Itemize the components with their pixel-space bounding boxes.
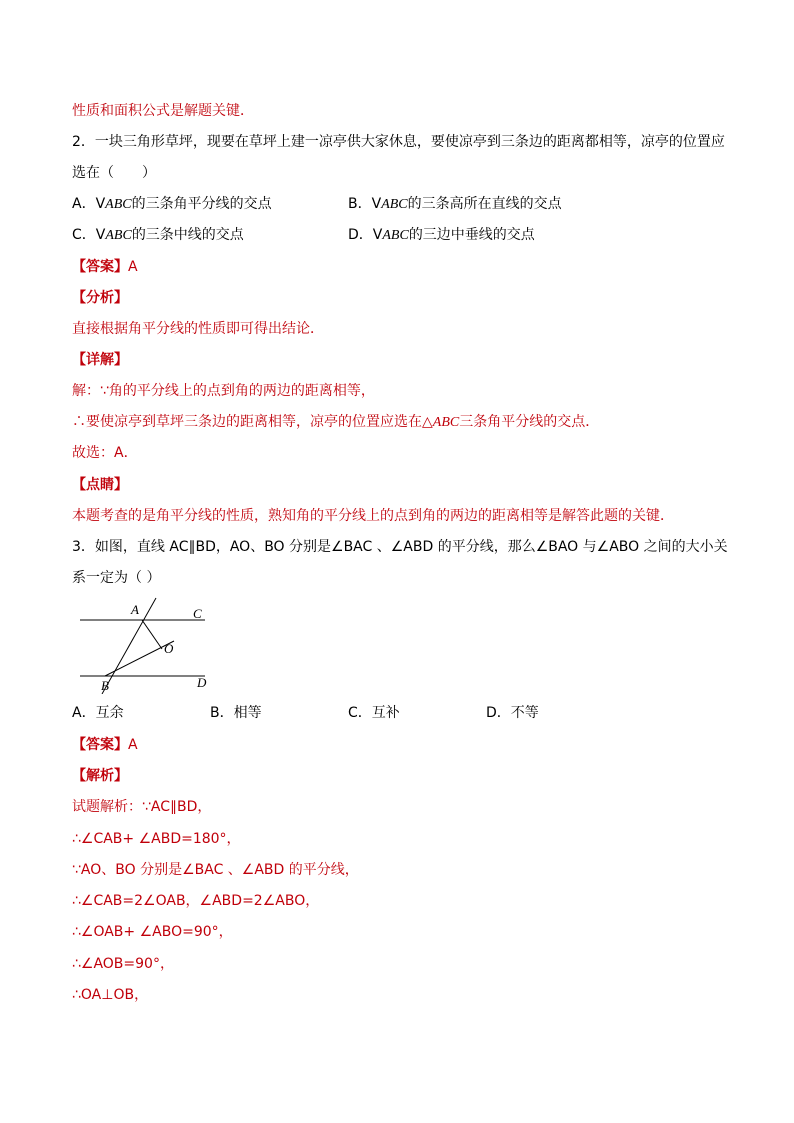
- q2-analysis: 直接根据角平分线的性质即可得出结论．: [72, 321, 324, 337]
- label-c: C: [193, 606, 202, 621]
- q3-option-d: [486, 703, 539, 723]
- answer-tag: 【答案】: [72, 737, 128, 753]
- option-letter: A．: [72, 196, 96, 212]
- q2-option-d: [348, 225, 535, 246]
- triangle-abc: ABC: [382, 228, 409, 243]
- option-letter: A．: [72, 705, 96, 721]
- q3-solution-line5: ∴∠OAB+ ∠ABO=90°，: [72, 924, 233, 940]
- option-text: 不等: [510, 705, 539, 721]
- option-letter: B．: [210, 705, 234, 721]
- q3-solution-line6: ∴∠AOB=90°，: [72, 956, 174, 972]
- option-text: 的三条高所在直线的交点: [407, 196, 562, 212]
- top-note: 性质和面积公式是解题关键．: [72, 103, 254, 119]
- segment-ao: [142, 620, 162, 649]
- q3-solution-line4: ∴∠CAB=2∠OAB，∠ABD=2∠ABO，: [72, 893, 320, 909]
- q2-detail-line1: 解：∵角的平分线上的点到角的两边的距离相等，: [72, 383, 375, 399]
- q3-answer: [72, 735, 138, 755]
- transversal-ab: [102, 598, 156, 694]
- q3-option-a: [72, 703, 124, 723]
- triangle-abc: ABC: [105, 228, 132, 243]
- detail-text-end: 三条角平分线的交点．: [459, 414, 600, 430]
- q2-stem-line1: 2．一块三角形草坪，现要在草坪上建一凉亭供大家休息，要使凉亭到三条边的距离都相等，凉亭的位置应: [72, 134, 725, 150]
- label-a: A: [131, 602, 139, 617]
- q3-option-c: [348, 703, 400, 723]
- q2-stem-line2: 选在（ ）: [72, 165, 156, 181]
- label-b: B: [101, 678, 109, 693]
- q2-comment-tag: 【点睛】: [72, 477, 128, 493]
- q3-stem-line1: 3．如图，直线 AC∥BD，AO、BO 分别是∠BAC 、∠ABD 的平分线，那么∠BAO 与∠ABO 之间的大小关: [72, 539, 728, 555]
- option-letter: D．: [486, 705, 511, 721]
- q2-detail-line2: [72, 412, 599, 433]
- option-text: 的三条角平分线的交点: [131, 196, 272, 212]
- q3-solution-line7: ∴OA⊥OB，: [72, 987, 149, 1003]
- q2-comment: 本题考查的是角平分线的性质，熟知角的平分线上的点到角的两边的距离相等是解答此题的关键．: [72, 508, 674, 524]
- triangle-abc: ABC: [381, 197, 408, 212]
- option-text: 互补: [371, 705, 400, 721]
- option-text: 的三条中线的交点: [131, 227, 244, 243]
- option-text: 互余: [95, 705, 124, 721]
- option-letter: C．: [348, 705, 372, 721]
- label-d: D: [197, 675, 207, 690]
- q3-solution-line2: ∴∠CAB+ ∠ABD=180°，: [72, 831, 241, 847]
- answer-value: A: [128, 737, 138, 753]
- q3-analysis-tag: 【解析】: [72, 768, 128, 784]
- label-o: O: [164, 641, 174, 656]
- q2-analysis-tag: 【分析】: [72, 290, 128, 306]
- q3-solution-line3: ∵AO、BO 分别是∠BAC 、∠ABD 的平分线，: [72, 862, 359, 878]
- q2-option-b: [348, 194, 562, 215]
- option-letter: D．: [348, 227, 373, 243]
- triangle-symbol: V: [372, 227, 383, 243]
- option-text: 的三边中垂线的交点: [408, 227, 535, 243]
- triangle-symbol: V: [95, 227, 106, 243]
- triangle-symbol: V: [95, 196, 106, 212]
- answer-tag: 【答案】: [72, 259, 128, 275]
- q3-solution-line1: 试题解析：∵AC∥BD，: [72, 799, 212, 815]
- q3-option-b: [210, 703, 262, 723]
- q2-option-c: [72, 225, 244, 246]
- q2-detail-line3: 故选：A．: [72, 445, 138, 461]
- option-letter: B．: [348, 196, 372, 212]
- detail-text: ∴要使凉亭到草坪三条边的距离相等，凉亭的位置应选在: [72, 415, 422, 430]
- detail-triangle: △ABC: [422, 415, 460, 430]
- q2-option-a: [72, 194, 272, 215]
- q3-geometry-figure: [70, 594, 220, 694]
- option-letter: C．: [72, 227, 96, 243]
- q2-answer: [72, 257, 138, 277]
- answer-value: A: [128, 259, 138, 275]
- triangle-symbol: V: [371, 196, 382, 212]
- q3-stem-line2: 系一定为（ ）: [72, 570, 161, 586]
- option-text: 相等: [233, 705, 262, 721]
- q2-detail-tag: 【详解】: [72, 352, 128, 368]
- triangle-abc: ABC: [105, 197, 132, 212]
